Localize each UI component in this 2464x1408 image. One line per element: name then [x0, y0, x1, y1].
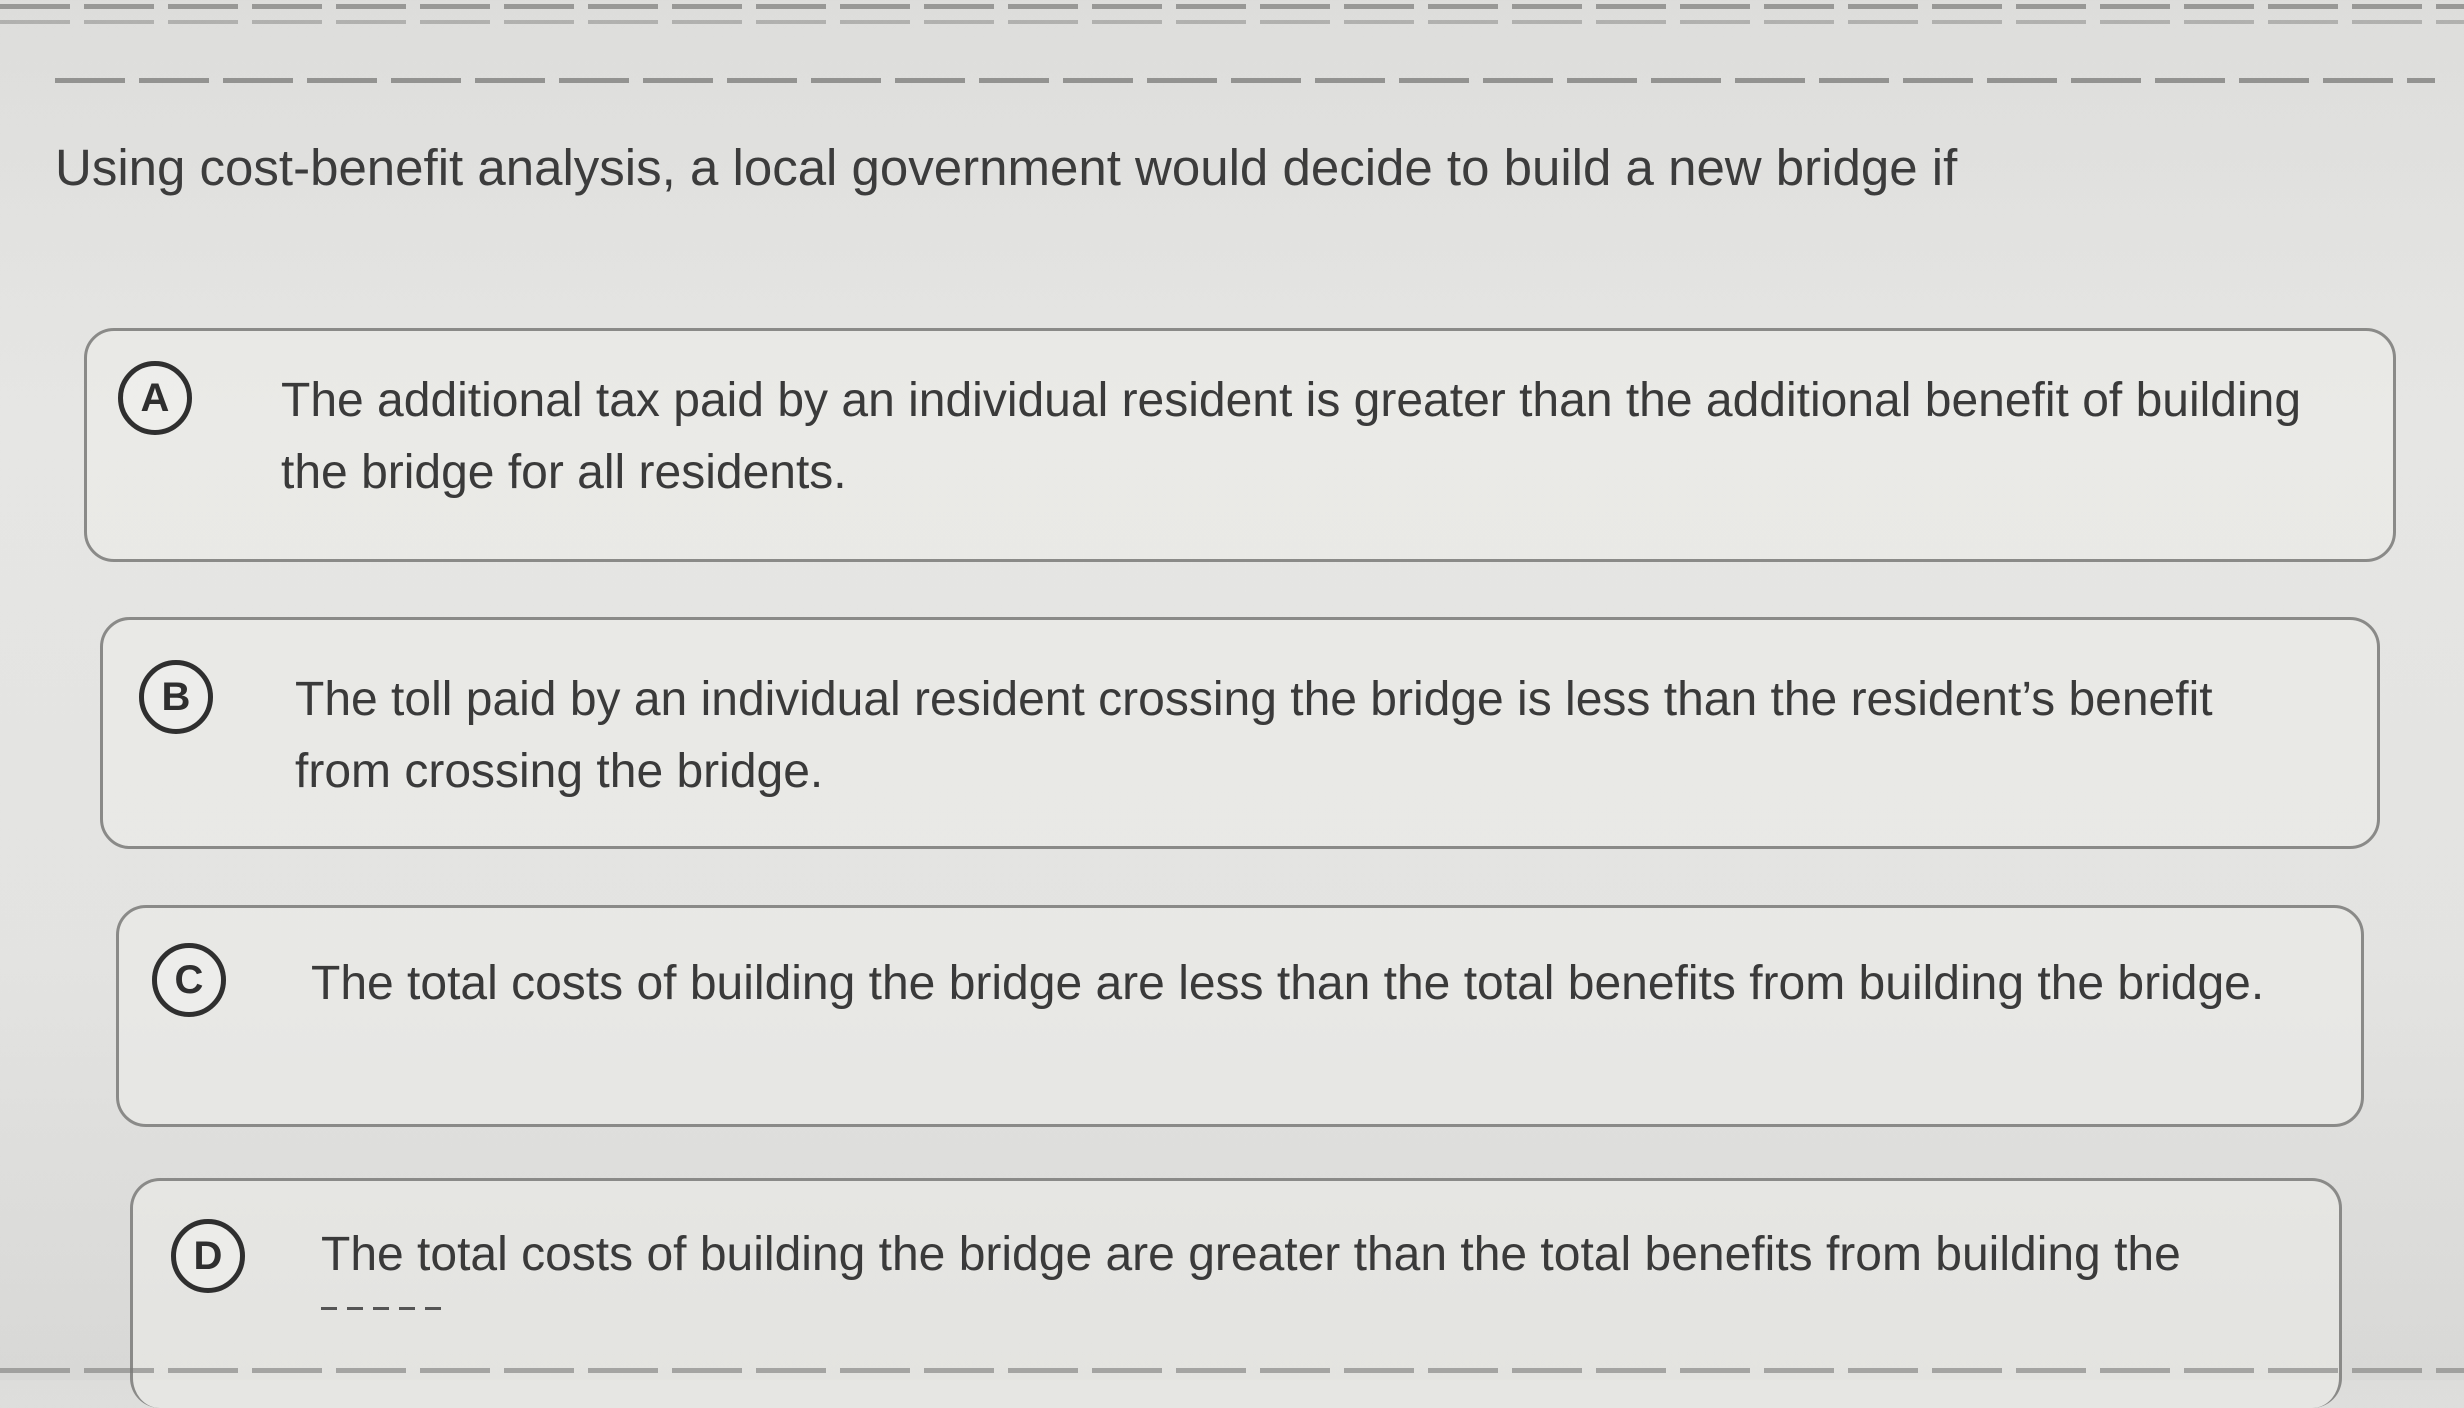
option-letter-badge-c: C: [152, 943, 226, 1017]
option-text-a: The additional tax paid by an individual resident is greater than the additional benefit of building the bridge for all residents.: [281, 374, 2302, 499]
option-text-b: The toll paid by an individual resident crossing the bridge is less than the resident’s benefit from crossing the bridge.: [295, 673, 2213, 798]
option-text-d: The total costs of building the bridge are greater than the total benefits from building the: [321, 1228, 2181, 1281]
option-letter-badge-b: B: [139, 660, 213, 734]
top-divider-line-faint: [0, 20, 2464, 24]
answer-option-c[interactable]: [116, 905, 2364, 1127]
option-letter-badge-a: A: [118, 361, 192, 435]
question-text: Using cost-benefit analysis, a local government would decide to build a new bridge if: [55, 139, 1958, 196]
answer-option-a[interactable]: [84, 328, 2396, 562]
option-text-d-cutoff: [321, 1293, 451, 1317]
option-text-c: The total costs of building the bridge are less than the total benefits from building the bridge.: [311, 957, 2265, 1010]
question-divider-line: [55, 78, 2435, 83]
top-divider-line: [0, 4, 2464, 9]
bottom-divider-line: [0, 1368, 2464, 1373]
answer-option-b[interactable]: [100, 617, 2380, 849]
option-letter-badge-d: D: [171, 1219, 245, 1293]
answer-option-d[interactable]: [130, 1178, 2342, 1408]
